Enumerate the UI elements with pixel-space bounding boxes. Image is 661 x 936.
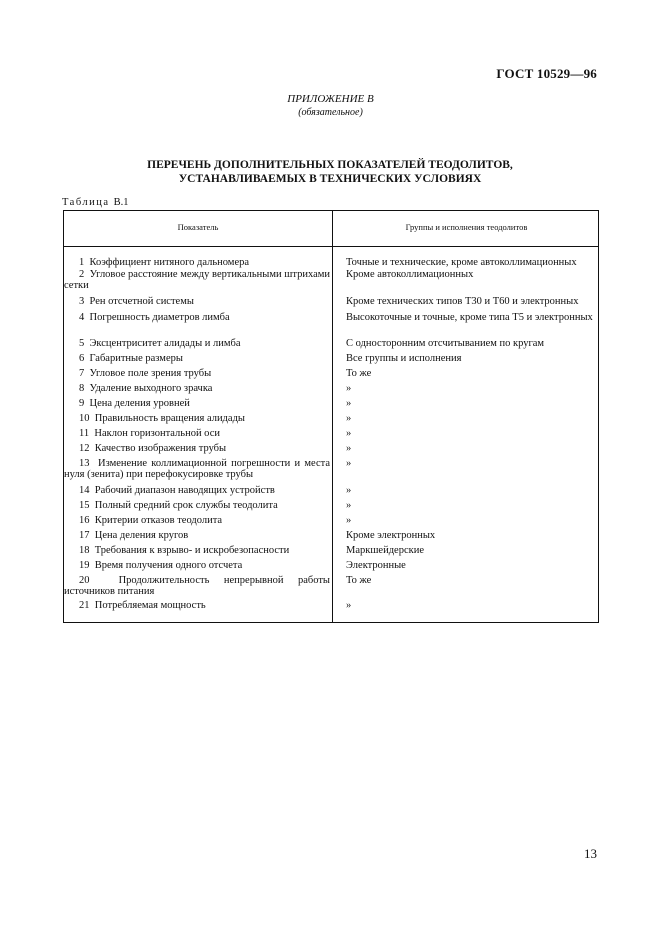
row-number: 11 [79, 428, 90, 439]
indicator-cell [64, 560, 330, 571]
appendix-subtitle: (обязательное) [298, 107, 363, 118]
indicator-text: Полный средний срок службы теодолита [94, 500, 278, 511]
section-heading [90, 158, 570, 186]
indicator-text: Изменение коллимационной погрешности и места нуля (зенита) при перефокусировке трубы [64, 458, 330, 480]
indicator-text: Удаление выходного зрачка [89, 383, 213, 394]
row-number: 18 [79, 545, 90, 556]
groups-cell: То же [346, 368, 372, 379]
groups-cell: » [346, 413, 352, 424]
table-caption-number: В.1 [113, 197, 129, 208]
table-caption-label: Таблица [62, 197, 110, 208]
groups-cell: » [346, 443, 352, 454]
groups-cell: » [346, 600, 352, 611]
row-number: 1 [79, 257, 85, 268]
row-number: 14 [79, 485, 90, 496]
indicator-cell [64, 269, 330, 291]
row-number: 7 [79, 368, 85, 379]
indicator-text: Угловое поле зрения трубы [89, 368, 212, 379]
row-number: 21 [79, 600, 90, 611]
indicator-text: Требования к взрыво- и искробезопасности [94, 545, 290, 556]
groups-cell: Кроме технических типов Т30 и Т60 и электронных [346, 296, 579, 307]
groups-cell: » [346, 428, 352, 439]
table-caption [62, 197, 129, 208]
row-number: 6 [79, 353, 85, 364]
indicator-text: Рен отсчетной системы [89, 296, 194, 307]
indicator-text: Погрешность диаметров лимба [89, 312, 230, 323]
indicator-text: Наклон горизонтальной оси [94, 428, 220, 439]
indicator-cell [64, 296, 330, 307]
indicators-table [63, 210, 599, 623]
row-number: 10 [79, 413, 90, 424]
indicator-text: Цена деления кругов [94, 530, 189, 541]
indicator-cell [64, 458, 330, 480]
groups-cell: » [346, 485, 352, 496]
indicator-cell [64, 353, 330, 364]
groups-cell: Маркшейдерские [346, 545, 425, 556]
row-number: 4 [79, 312, 85, 323]
groups-cell: Кроме электронных [346, 530, 436, 541]
row-number: 20 [79, 575, 90, 586]
indicator-cell [64, 413, 330, 424]
indicator-cell [64, 338, 330, 349]
row-number: 17 [79, 530, 90, 541]
groups-cell: То же [346, 575, 372, 586]
indicator-cell [64, 485, 330, 496]
groups-cell: Кроме автоколлимационных [346, 269, 474, 280]
indicator-cell [64, 443, 330, 454]
groups-cell: Точные и технические, кроме автоколлимационных [346, 257, 577, 268]
section-heading-line-2: УСТАНАВЛИВАЕМЫХ В ТЕХНИЧЕСКИХ УСЛОВИЯХ [178, 173, 482, 185]
groups-cell: Электронные [346, 560, 406, 571]
indicator-text: Габаритные размеры [89, 353, 183, 364]
indicator-text: Потребляемая мощность [94, 600, 206, 611]
indicator-cell [64, 312, 330, 323]
column-divider [332, 211, 333, 622]
header-divider [64, 246, 598, 247]
indicator-cell [64, 575, 330, 597]
indicator-text: Эксцентриситет алидады и лимба [89, 338, 241, 349]
groups-cell: Высокоточные и точные, кроме типа Т5 и электронных [346, 312, 593, 323]
indicator-cell [64, 368, 330, 379]
appendix-title: ПРИЛОЖЕНИЕ В [287, 93, 374, 105]
indicator-cell [64, 383, 330, 394]
indicator-cell [64, 545, 330, 556]
row-number: 3 [79, 296, 85, 307]
indicator-text: Угловое расстояние между вертикальными штрихами сетки [64, 269, 331, 291]
groups-cell: » [346, 458, 352, 469]
indicator-text: Рабочий диапазон наводящих устройств [94, 485, 275, 496]
row-number: 5 [79, 338, 85, 349]
indicator-cell [64, 500, 330, 511]
row-number: 12 [79, 443, 90, 454]
indicator-text: Правильность вращения алидады [94, 413, 245, 424]
standard-code: ГОСТ 10529—96 [496, 66, 597, 81]
indicator-cell [64, 600, 330, 611]
groups-cell: » [346, 515, 352, 526]
indicator-text: Коэффициент нитяного дальномера [89, 257, 250, 268]
indicator-text: Цена деления уровней [89, 398, 190, 409]
row-number: 19 [79, 560, 90, 571]
row-number: 9 [79, 398, 85, 409]
indicator-cell [64, 257, 330, 268]
row-number: 2 [79, 269, 85, 280]
indicator-cell [64, 428, 330, 439]
indicator-text: Продолжительность непрерывной работы источников питания [64, 575, 330, 597]
indicator-cell [64, 515, 330, 526]
groups-cell: Все группы и исполнения [346, 353, 462, 364]
groups-cell: » [346, 383, 352, 394]
indicator-text: Критерии отказов теодолита [94, 515, 223, 526]
column-header-indicator: Показатель [177, 222, 219, 232]
row-number: 13 [79, 458, 90, 469]
page-number: 13 [584, 846, 597, 861]
indicator-cell [64, 530, 330, 541]
section-heading-line-1: ПЕРЕЧЕНЬ ДОПОЛНИТЕЛЬНЫХ ПОКАЗАТЕЛЕЙ ТЕОДОЛИТОВ, [147, 159, 513, 171]
column-header-groups: Группы и исполнения теодолитов [405, 222, 528, 232]
groups-cell: С односторонним отсчитыванием по кругам [346, 338, 545, 349]
groups-cell: » [346, 500, 352, 511]
indicator-cell [64, 398, 330, 409]
groups-cell: » [346, 398, 352, 409]
row-number: 15 [79, 500, 90, 511]
indicator-text: Качество изображения трубы [94, 443, 227, 454]
row-number: 8 [79, 383, 85, 394]
indicator-text: Время получения одного отсчета [94, 560, 243, 571]
row-number: 16 [79, 515, 90, 526]
